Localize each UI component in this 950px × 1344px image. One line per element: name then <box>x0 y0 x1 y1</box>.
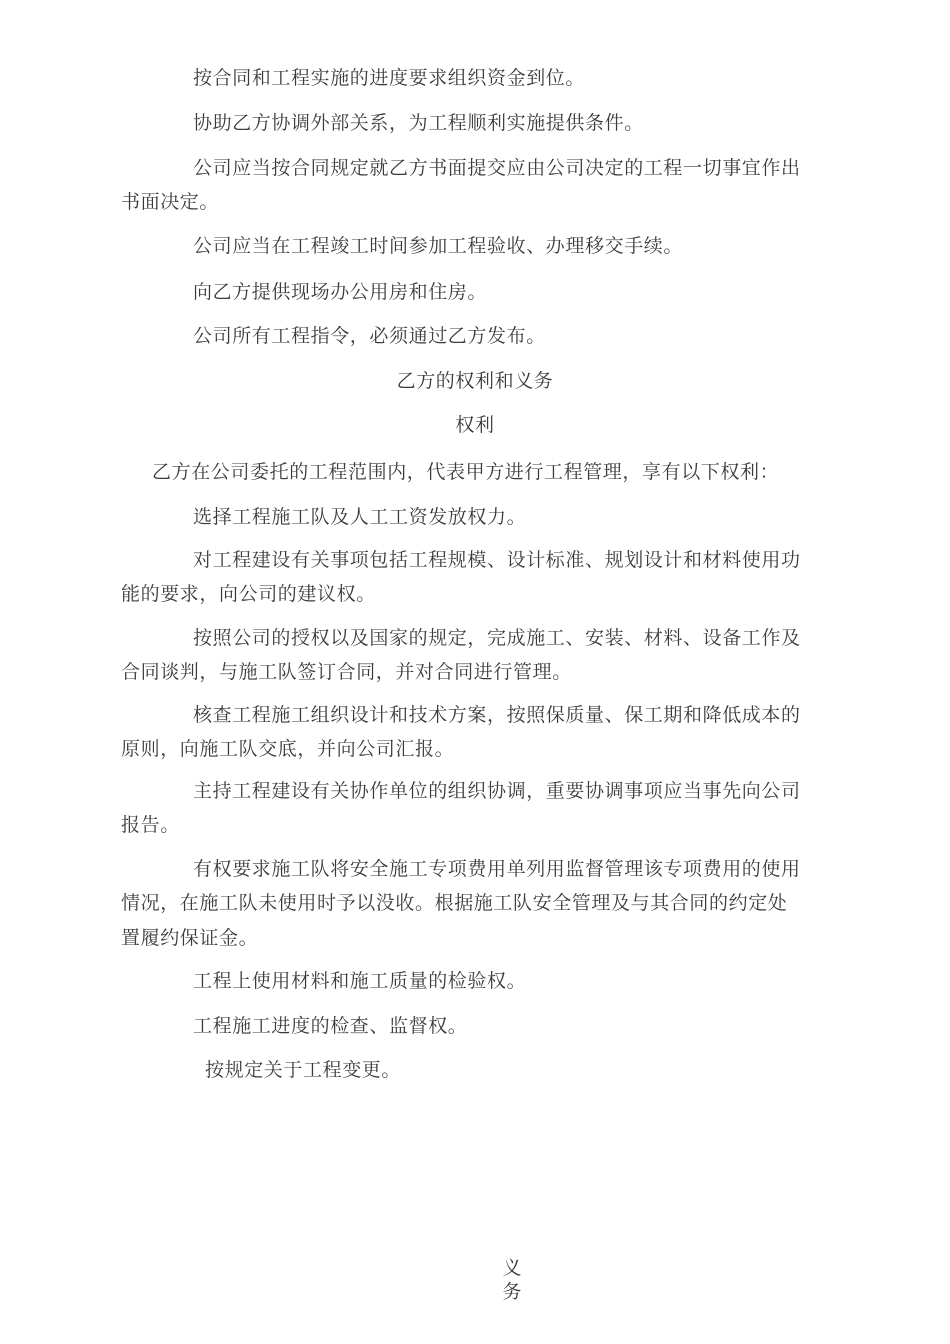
paragraph-external-relations: 协助乙方协调外部关系，为工程顺利实施提供条件。 <box>193 112 644 134</box>
paragraph-written-decision-line1: 公司应当按合同规定就乙方书面提交应由公司决定的工程一切事宜作出 <box>193 157 801 179</box>
paragraph-office-housing: 向乙方提供现场办公用房和住房。 <box>193 281 488 303</box>
paragraph-acceptance: 公司应当在工程竣工时间参加工程验收、办理移交手续。 <box>193 235 684 257</box>
paragraph-technical-review-line2: 原则，向施工队交底，并向公司汇报。 <box>121 738 455 760</box>
paragraph-safety-fees-line3: 置履约保证金。 <box>121 927 259 949</box>
paragraph-contract-negotiation-line2: 合同谈判，与施工队签订合同，并对合同进行管理。 <box>121 661 572 683</box>
subsection-heading-rights: 权利 <box>455 414 495 436</box>
paragraph-rights-intro: 乙方在公司委托的工程范围内，代表甲方进行工程管理，享有以下权利： <box>152 461 780 483</box>
duties-char-2: 务 <box>502 1281 522 1303</box>
paragraph-inspection-right: 工程上使用材料和施工质量的检验权。 <box>193 970 527 992</box>
paragraph-changes: 按规定关于工程变更。 <box>205 1059 402 1081</box>
paragraph-coordination-line2: 报告。 <box>121 814 180 836</box>
paragraph-safety-fees-line2: 情况，在施工队未使用时予以没收。根据施工队安全管理及与其合同的约定处 <box>121 892 788 914</box>
paragraph-instructions: 公司所有工程指令，必须通过乙方发布。 <box>193 325 546 347</box>
paragraph-technical-review-line1: 核查工程施工组织设计和技术方案，按照保质量、保工期和降低成本的 <box>193 704 801 726</box>
paragraph-team-selection: 选择工程施工队及人工工资发放权力。 <box>193 506 527 528</box>
duties-char-1: 义 <box>502 1257 522 1279</box>
paragraph-contract-negotiation-line1: 按照公司的授权以及国家的规定，完成施工、安装、材料、设备工作及 <box>193 627 801 649</box>
paragraph-progress-supervision: 工程施工进度的检查、监督权。 <box>193 1015 468 1037</box>
section-heading: 乙方的权利和义务 <box>396 370 554 392</box>
paragraph-advice-right-line1: 对工程建设有关事项包括工程规模、设计标准、规划设计和材料使用功 <box>193 549 801 571</box>
subsection-heading-duties <box>500 1256 524 1304</box>
paragraph-advice-right-line2: 能的要求，向公司的建议权。 <box>121 583 376 605</box>
paragraph-fund-allocation: 按合同和工程实施的进度要求组织资金到位。 <box>193 67 586 89</box>
paragraph-safety-fees-line1: 有权要求施工队将安全施工专项费用单列用监督管理该专项费用的使用 <box>193 858 801 880</box>
paragraph-written-decision-line2: 书面决定。 <box>121 191 220 213</box>
paragraph-coordination-line1: 主持工程建设有关协作单位的组织协调，重要协调事项应当事先向公司 <box>193 780 801 802</box>
